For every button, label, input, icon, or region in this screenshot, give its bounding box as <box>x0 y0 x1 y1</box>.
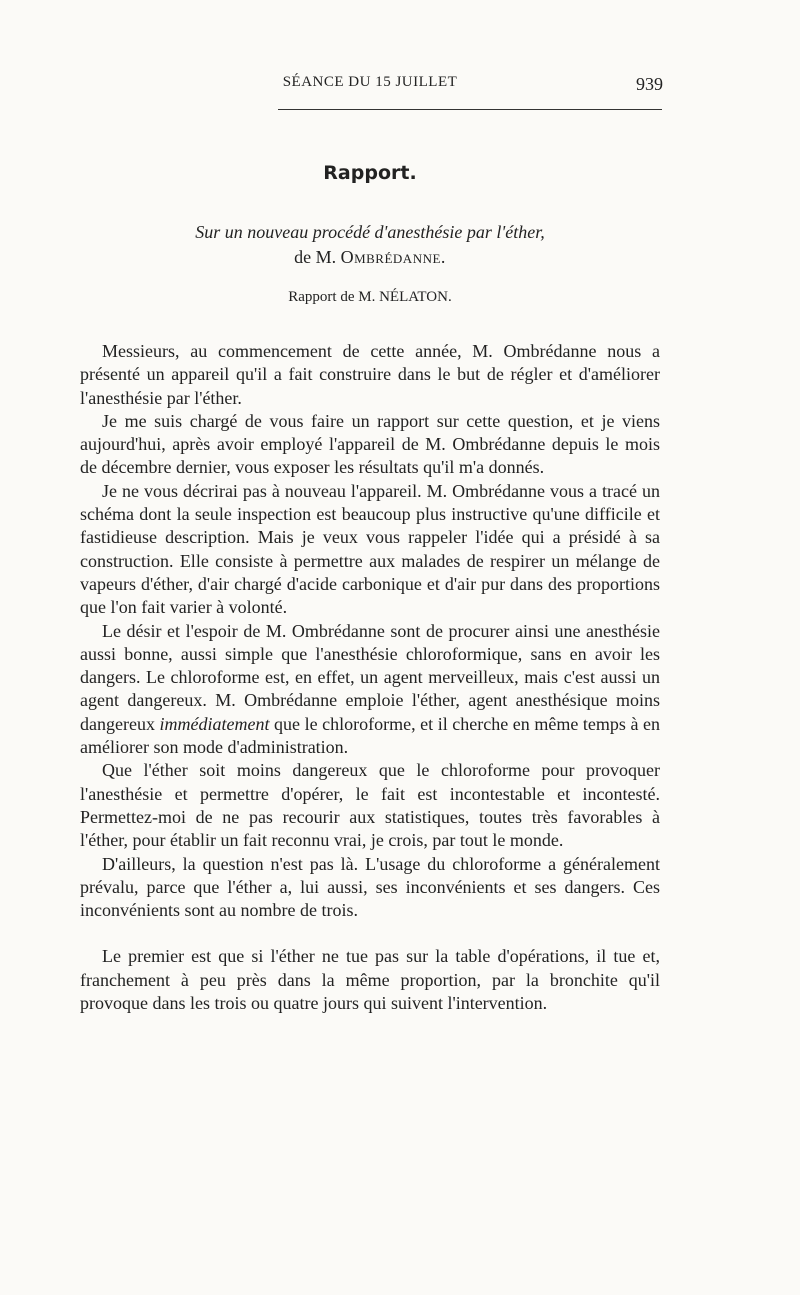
subtitle-author: Ombrédanne. <box>340 247 446 267</box>
paragraph: Je me suis chargé de vous faire un rapport sur cette question, et je viens aujourd'hui, après avoir employé l'appareil de M. Ombrédanne depuis le mois de décembre dernier, vous exposer les résultats qu'il m'a donnés. <box>80 410 660 478</box>
paragraph <box>80 620 660 760</box>
running-header <box>0 74 800 96</box>
section-title: Rapport. <box>323 162 417 184</box>
paragraph: Que l'éther soit moins dangereux que le chloroforme pour provoquer l'anesthésie et permettre d'opérer, le fait est incontestable et incontesté. Permettez-moi de ne pas recourir aux statistiques, toutes très favorables à l'éther, pour établir un fait reconnu vrai, je crois, par tout le monde. <box>80 760 660 851</box>
paragraph: Le premier est que si l'éther ne tue pas sur la table d'opérations, il tue et, franchement à peu près dans la même proportion, par la bronchite qu'il provoque dans les trois ou quatre jours qui suivent l'intervention. <box>80 946 660 1014</box>
paragraph-text: Le désir et l'espoir de M. Ombrédanne sont de procurer ainsi une anesthésie aussi bonne, aussi simple que l'anesthésie chloroformique, sans en avoir les dangers. Le chloroforme est, en effet, un agent merveilleux, mais c'est aussi un agent dangereux. M. Ombrédanne emploie l'éther, agent anesthésique moins dangereux <box>80 620 660 734</box>
paragraph: D'ailleurs, la question n'est pas là. L'usage du chloroforme a généralement prévalu, parce que l'éther a, lui aussi, ses inconvénients et ses dangers. Ces inconvénients sont au nombre de trois. <box>80 853 660 921</box>
paragraph: Messieurs, au commencement de cette année, M. Ombrédanne nous a présenté un appareil qu'il a fait construire dans le but de régler et d'améliorer l'anesthésie par l'éther. <box>80 341 660 408</box>
emphasis-text: immédiatement <box>159 713 270 734</box>
page-number: 939 <box>636 74 663 94</box>
running-title: SÉANCE DU 15 JUILLET <box>282 74 458 90</box>
subtitle-author-prefix: de M. <box>294 247 341 267</box>
header-rule <box>278 109 662 110</box>
subtitle-author-line <box>0 245 740 270</box>
paragraph: Je ne vous décrirai pas à nouveau l'appareil. M. Ombrédanne vous a tracé un schéma dont la seule inspection est beaucoup plus instructive qu'une difficile et fastidieuse description. Mais je veux vous rappeler l'idée qui a présidé à sa construction. Elle consiste à permettre aux malades de respirer un mélange de vapeurs d'éther, d'air chargé d'acide carbonique et d'air pur dans des proportions que l'on fait varier à volonté. <box>80 480 660 618</box>
report-subtitle <box>0 220 740 270</box>
subtitle-topic: Sur un nouveau procédé d'anesthésie par l'éther, <box>195 222 545 242</box>
body-text <box>80 340 660 1015</box>
report-byline: Rapport de M. NÉLATON. <box>288 289 452 305</box>
paragraph-text: que le chloroforme, et il cherche en même temps à en améliorer son mode d'administration. <box>80 713 660 758</box>
